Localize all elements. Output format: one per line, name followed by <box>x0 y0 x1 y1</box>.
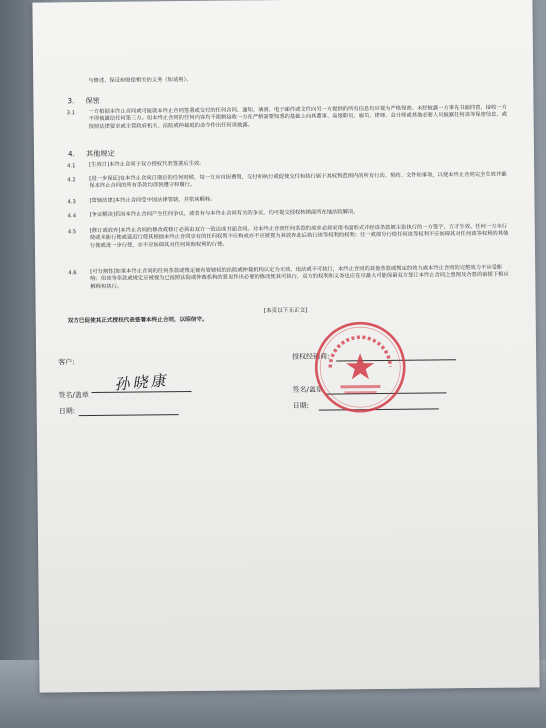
handwritten-signature: 孙晓康 <box>113 371 170 394</box>
clause-4-2-number: 4.2 <box>67 177 76 184</box>
clause-4-1-text: [生效日]本终止合同于双方授权代表签署后生效。 <box>89 160 205 169</box>
clause-4-3-number: 4.3 <box>67 199 76 206</box>
clause-3-1-text: 一方根据本终止合同或可能就本终止合同签署或交付的任何合同、通知、请函、电子邮件或文件向另一方提供的所有信息均应视为严格保密。未经披露一方事先书面同意，接收一方不得披露给任何第三方。但本终止合同的任何内容均不限制接收一方在严格需要知悉的基础上向其董事、高级职员、雇员、律师、会计师或其他必要人员披露任何该等保密信息，或按照法律要求或主管政府机关、法院或仲裁庭的命令作出任何该披露。 <box>88 104 508 130</box>
clause-4-6-text: [可分割性]如果本终止合同的任何条款或规定被有管辖权的法院或仲裁机构认定为无效、违法或不可执行，本终止合同的其他条款或规定的效力或本终止合同的完整效力不应受影响；但该等条款或规定应被视为已按照法院或仲裁机构的意见作出必要的修改使其可执行，双方的权利和义务也应在尽最大可能保留双方签订本终止合同之意图及合意的前提下相应解释和执行。 <box>90 264 509 290</box>
clause-3-1-number: 3.1 <box>66 110 76 117</box>
section-4-title: 其他规定 <box>85 148 115 159</box>
clause-4-2-text: [进一步保证]在本终止合同日期后的任何时候，每一方应自担费用，交付和执行或促使交付和执行属于其权利范围内的所有行动、契约、文件和事项，以使本终止合同完全生效并确保本终止合同的所有条款均得到遵守和履行。 <box>89 171 507 190</box>
section-3-title: 保密 <box>85 95 100 106</box>
clause-4-3-text: [管辖法律]本终止合同受中国法律管辖，并依其解释。 <box>89 196 216 205</box>
clause-4-5-number: 4.5 <box>67 229 77 236</box>
customer-date-line <box>79 414 179 416</box>
clause-4-1-number: 4.1 <box>67 163 76 170</box>
top-fragment: 与修述、保证和赔偿相关的义务（如适用）。 <box>88 76 192 85</box>
clause-4-6-number: 4.6 <box>68 270 77 277</box>
section-4-number: 4. <box>67 149 75 159</box>
document-page <box>32 0 539 693</box>
witness-clause: 双方已促使其正式授权代表签署本终止合同，以昭信守。 <box>67 316 208 325</box>
section-3-number: 3. <box>67 96 75 106</box>
company-seal <box>310 317 411 418</box>
clause-4-4-text: [争议解决]若因本终止合同产生任何争议，或者有与本终止合同有关的争议，均可提交授权核销部所在地法院解决。 <box>89 209 359 219</box>
clause-4-5-text: [修订或放弃]本终止合同的修改或修订必须由双方一致达成书面合同。对本终止合同任何条款的放弃必须采用书面形式并经该条款被主张执行的一方签字，方才生效。任何一方未行使或未能行使或延迟行使其根据本终止合同享有的任何权利不应构成亦不应被视为其放弃此后执行该等权利的权利；任一或部分行使任何该等权利不应妨碍其对任何该等权利的其他行使或进一步行使，亦不应妨碍其对任何其他权利的行使。 <box>89 223 509 249</box>
dealer-date-label: 日期: <box>292 401 310 410</box>
blank-note: [本页以下无正文] <box>263 307 308 315</box>
customer-signature-line <box>91 391 191 393</box>
clause-4-4-number: 4.4 <box>67 213 77 220</box>
customer-label: 客户: <box>58 358 75 367</box>
dealer-sign-label: 签名/盖章 <box>292 385 323 394</box>
customer-date-label: 日期: <box>58 407 76 416</box>
dealer-label: 授权经销商: <box>292 352 330 361</box>
customer-sign-label: 签名/盖章 <box>58 391 89 400</box>
